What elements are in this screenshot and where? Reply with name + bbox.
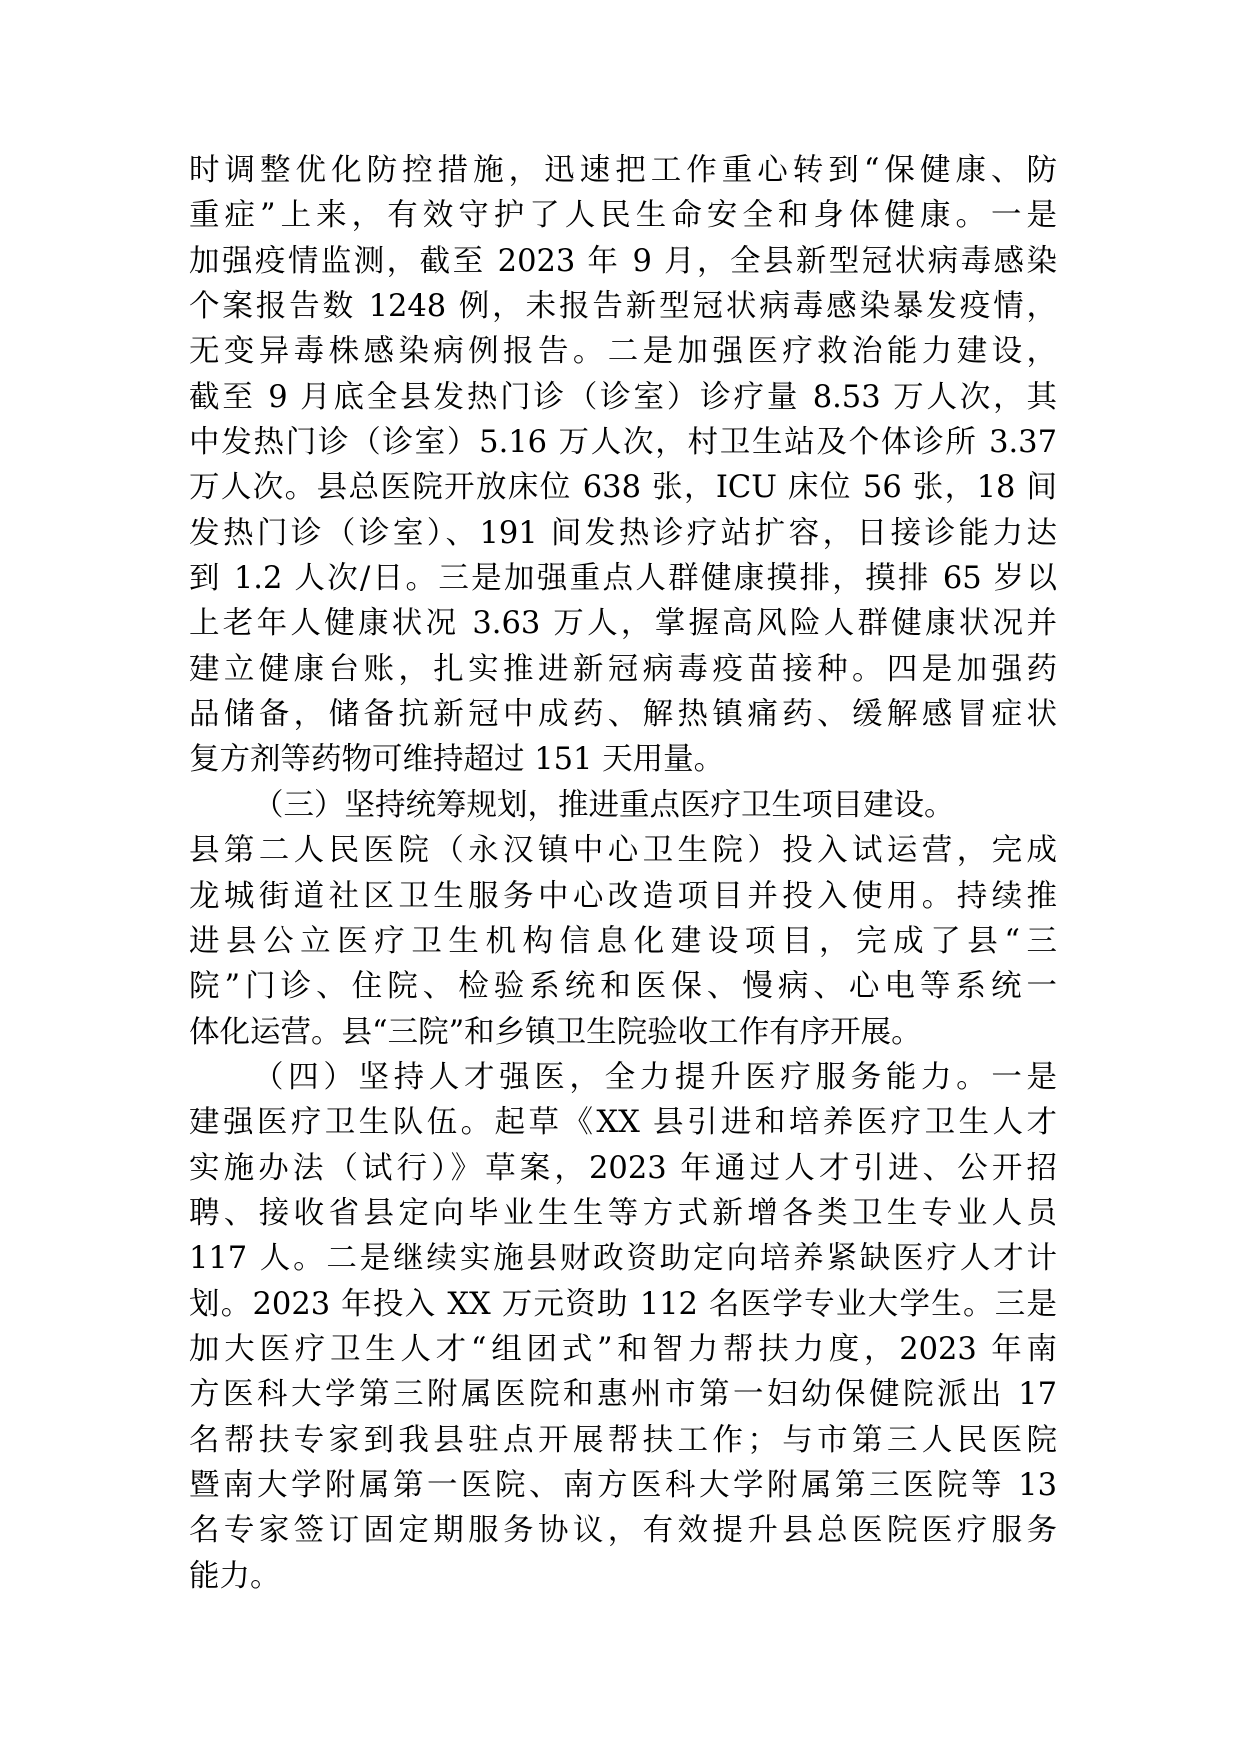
text-line: 复方剂等药物可维持超过 151 天用量。 [189, 742, 725, 778]
text-line: 进县公立医疗卫生机构信息化建设项目，完成了县“三 [189, 923, 1057, 959]
text-line: 能力。 [189, 1558, 281, 1594]
section-heading-three: （三）坚持统筹规划，推进重点医疗卫生项目建设。 [253, 787, 955, 823]
text-line: 加强疫情监测，截至 2023 年 9 月，全县新型冠状病毒感染 [189, 243, 1057, 279]
text-line: 截至 9 月底全县发热门诊（诊室）诊疗量 8.53 万人次，其 [189, 379, 1057, 415]
text-line: 实施办法（试行）》草案，2023 年通过人才引进、公开招 [189, 1150, 1057, 1186]
body-text [189, 148, 1057, 1599]
text-line: 方医科大学第三附属医院和惠州市第一妇幼保健院派出 17 [189, 1377, 1057, 1413]
text-line: 院”门诊、住院、检验系统和医保、慢病、心电等系统一 [189, 969, 1057, 1005]
text-line: 体化运营。县“三院”和乡镇卫生院验收工作有序开展。 [189, 1014, 922, 1050]
text-line: 龙城街道社区卫生服务中心改造项目并投入使用。持续推 [189, 878, 1057, 914]
text-line: 117 人。二是继续实施县财政资助定向培养紧缺医疗人才计 [189, 1241, 1057, 1277]
text-line: 无变异毒株感染病例报告。二是加强医疗救治能力建设， [189, 334, 1057, 370]
text-line: 建立健康台账，扎实推进新冠病毒疫苗接种。四是加强药 [189, 651, 1057, 687]
section-heading-four: （四）坚持人才强医，全力提升医疗服务能力。一是 [253, 1059, 1057, 1095]
text-line: 万人次。县总医院开放床位 638 张，ICU 床位 56 张，18 间 [189, 470, 1057, 506]
text-line: 名专家签订固定期服务协议，有效提升县总医院医疗服务 [189, 1513, 1057, 1549]
text-line: 名帮扶专家到我县驻点开展帮扶工作；与市第三人民医院 [189, 1422, 1057, 1458]
text-line: 暨南大学附属第一医院、南方医科大学附属第三医院等 13 [189, 1467, 1057, 1503]
text-line: 发热门诊（诊室）、191 间发热诊疗站扩容，日接诊能力达 [189, 515, 1057, 551]
text-line: 品储备，储备抗新冠中成药、解热镇痛药、缓解感冒症状 [189, 697, 1057, 733]
text-line: 时调整优化防控措施，迅速把工作重心转到“保健康、防 [189, 153, 1057, 188]
text-line: 到 1.2 人次/日。三是加强重点人群健康摸排，摸排 65 岁以 [189, 561, 1057, 597]
text-line: 上老年人健康状况 3.63 万人，掌握高风险人群健康状况并 [189, 606, 1057, 642]
text-line: 建强医疗卫生队伍。起草《XX 县引进和培养医疗卫生人才 [189, 1105, 1057, 1141]
text-line: 中发热门诊（诊室）5.16 万人次，村卫生站及个体诊所 3.37 [189, 425, 1057, 461]
text-line: 县第二人民医院（永汉镇中心卫生院）投入试运营，完成 [189, 833, 1057, 869]
text-line: 重症”上来，有效守护了人民生命安全和身体健康。一是 [189, 198, 1057, 234]
text-line: 划。2023 年投入 XX 万元资助 112 名医学专业大学生。三是 [189, 1286, 1057, 1322]
text-line: 个案报告数 1248 例，未报告新型冠状病毒感染暴发疫情， [189, 289, 1057, 325]
text-line: 聘、接收省县定向毕业生生等方式新增各类卫生专业人员 [189, 1195, 1057, 1231]
text-line: 加大医疗卫生人才“组团式”和智力帮扶力度，2023 年南 [189, 1331, 1057, 1367]
